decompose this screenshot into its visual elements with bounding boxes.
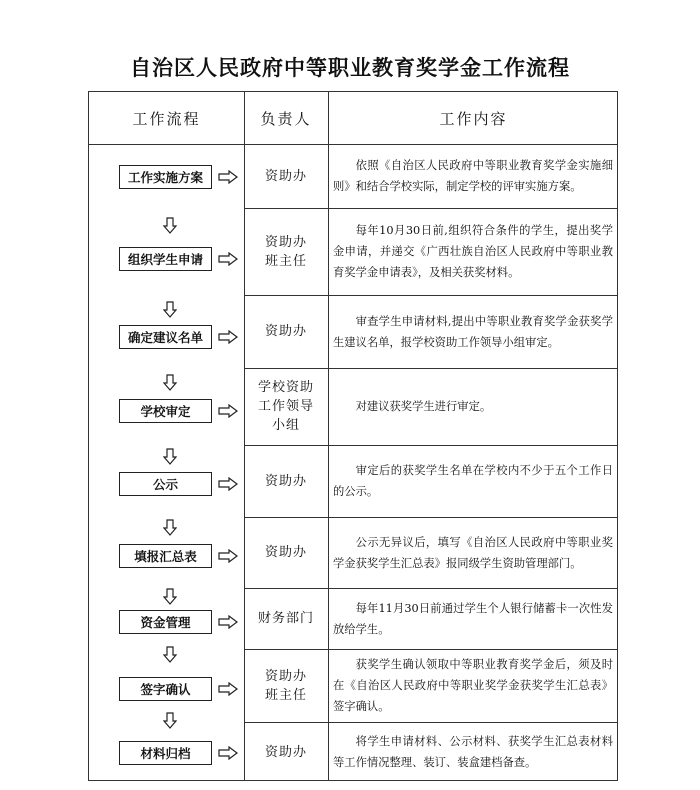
workflow-table: [88, 91, 618, 781]
responsible-cell: 资助办 班主任: [264, 668, 307, 703]
content-text: 审定后的获奖学生名单在学校内不少于五个工作日的公示。: [333, 464, 613, 498]
step-box-signature-confirmation: 签字确认: [119, 677, 212, 701]
responsible-cell: 资助办: [264, 744, 307, 760]
right-arrow-icon: [218, 404, 238, 418]
header-content: 工作内容: [439, 109, 508, 128]
right-arrow-icon: [218, 252, 238, 266]
right-arrow-icon: [218, 170, 238, 184]
header-process: 工作流程: [132, 109, 201, 128]
page-title: 自治区人民政府中等职业教育奖学金工作流程: [130, 55, 570, 80]
content-cell: [333, 295, 613, 368]
right-arrow-icon: [218, 682, 238, 696]
content-text: 对建议获奖学生进行审定。: [355, 400, 492, 413]
responsible-cell: 资助办: [264, 545, 307, 560]
column-divider: [328, 92, 329, 780]
header-responsible: 负责人: [260, 109, 312, 128]
step-box-public-notice: 公示: [119, 472, 212, 496]
responsible-cell: 资助办: [264, 324, 307, 339]
content-cell: [333, 368, 613, 445]
content-cell: [333, 445, 613, 517]
step-box-school-review: 学校审定: [119, 399, 212, 423]
content-cell: [333, 588, 613, 649]
right-arrow-icon: [218, 549, 238, 563]
step-box-recommended-list: 确定建议名单: [119, 325, 212, 349]
responsible-cell: 学校资助 工作领导 小组: [257, 380, 314, 433]
right-arrow-icon: [218, 330, 238, 344]
down-arrow-icon: [163, 448, 177, 465]
down-arrow-icon: [163, 712, 177, 729]
content-text: 获奖学生确认领取中等职业教育奖学金后，须及时在《自治区人民政府中等职业奖学金获奖学生汇总表》签字确认。: [333, 658, 613, 713]
content-text: 公示无异议后，填写《自治区人民政府中等职业奖学金获奖学生汇总表》报同级学生资助管理部门。: [333, 535, 613, 570]
content-cell: [333, 144, 613, 208]
step-box-archiving: 材料归档: [119, 741, 212, 765]
responsible-cell: 资助办: [264, 473, 307, 489]
content-text: 将学生申请材料、公示材料、获奖学生汇总表材料等工作情况整理、装订、装盒建档备查。: [333, 735, 613, 769]
responsible-cell: 财务部门: [257, 611, 314, 626]
content-cell: [333, 208, 613, 295]
content-text: 审查学生申请材料,提出中等职业教育奖学金获奖学生建议名单，报学校资助工作领导小组审定。: [333, 314, 613, 349]
down-arrow-icon: [163, 301, 177, 318]
down-arrow-icon: [163, 519, 177, 536]
step-box-implementation-plan: 工作实施方案: [119, 165, 212, 189]
content-cell: [333, 517, 613, 588]
right-arrow-icon: [218, 477, 238, 491]
down-arrow-icon: [163, 374, 177, 391]
step-box-student-application: 组织学生申请: [119, 247, 212, 271]
down-arrow-icon: [163, 217, 177, 234]
down-arrow-icon: [163, 588, 177, 605]
responsible-cell: 资助办: [264, 168, 307, 184]
right-arrow-icon: [218, 746, 238, 760]
content-text: 每年11月30日前通过学生个人银行储蓄卡一次性发放给学生。: [333, 601, 613, 636]
down-arrow-icon: [163, 646, 177, 663]
right-arrow-icon: [218, 615, 238, 629]
responsible-cell: 资助办 班主任: [264, 234, 307, 269]
content-cell: [333, 722, 613, 782]
step-box-fund-management: 资金管理: [119, 610, 212, 634]
content-cell: [333, 649, 613, 722]
content-text: 每年10月30日前,组织符合条件的学生，提出奖学金申请，并递交《广西壮族自治区人民政府中等职业教育奖学金申请表》，及相关获奖材料。: [333, 224, 613, 279]
step-box-summary-form: 填报汇总表: [119, 544, 212, 568]
content-text: 依照《自治区人民政府中等职业教育奖学金实施细则》和结合学校实际，制定学校的评审实施方案。: [333, 159, 613, 193]
